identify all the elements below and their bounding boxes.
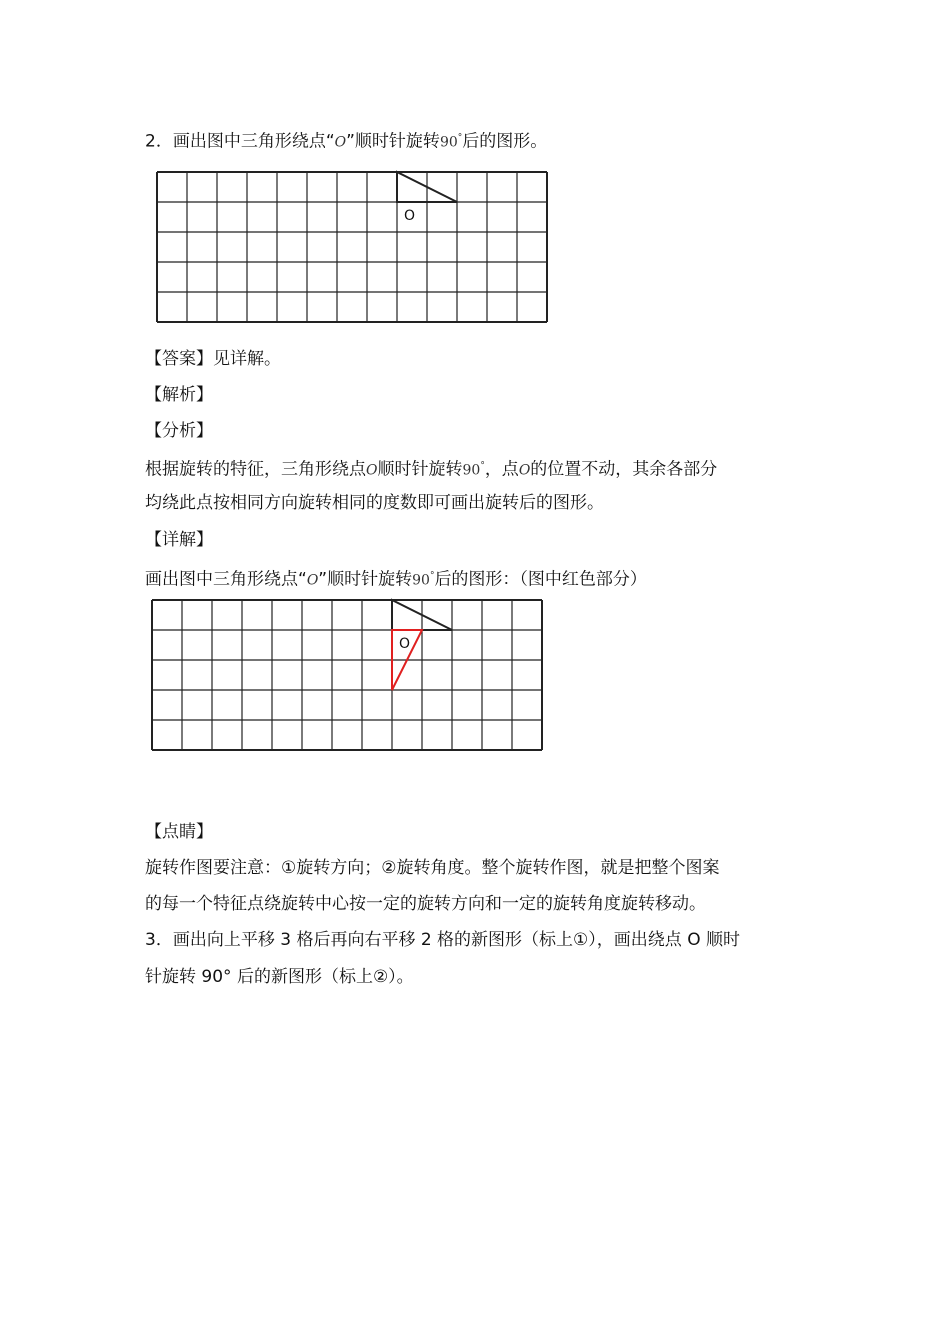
point-o-label: O <box>399 636 411 652</box>
grid-1-svg <box>155 170 549 324</box>
point-o-label: O <box>404 208 416 224</box>
dianjing-line-1: 旋转作图要注意：①旋转方向；②旋转角度。整个旋转作图，就是把整个图案 <box>145 858 720 878</box>
dianjing-line-2: 的每一个特征点绕旋转中心按一定的旋转方向和一定的旋转角度旋转移动。 <box>145 894 706 914</box>
q2-number: 2． <box>145 131 173 152</box>
grid-group <box>157 172 547 322</box>
grid-figure-original <box>155 170 549 324</box>
q2-heading: 2．画出图中三角形绕点“O”顺时针旋转90°后的图形。 <box>145 131 548 152</box>
xiangjie-label: 【详解】 <box>145 530 213 550</box>
grid-figure-rotated <box>150 598 544 752</box>
q3-line-2: 针旋转 90° 后的新图形（标上②）。 <box>145 967 414 987</box>
fenxi-line-2: 均绕此点按相同方向旋转相同的度数即可画出旋转后的图形。 <box>145 493 604 513</box>
q3-line-1: 3．画出向上平移 3 格后再向右平移 2 格的新图形（标上①），画出绕点 O 顺时 <box>145 930 740 950</box>
jiexi-label: 【解析】 <box>145 385 213 405</box>
fenxi-line-1: 根据旋转的特征，三角形绕点O顺时针旋转90°，点O的位置不动，其余各部分 <box>145 459 718 480</box>
answer-line: 【答案】见详解。 <box>145 349 281 369</box>
grid-group <box>152 600 542 750</box>
answer-label: 【答案】 <box>145 349 213 369</box>
point-o: O <box>334 134 347 151</box>
xiangjie-text: 画出图中三角形绕点“O”顺时针旋转90°后的图形：（图中红色部分） <box>145 569 647 590</box>
dianjing-label: 【点睛】 <box>145 822 213 842</box>
fenxi-label: 【分析】 <box>145 421 213 441</box>
grid-2-svg <box>150 598 544 752</box>
